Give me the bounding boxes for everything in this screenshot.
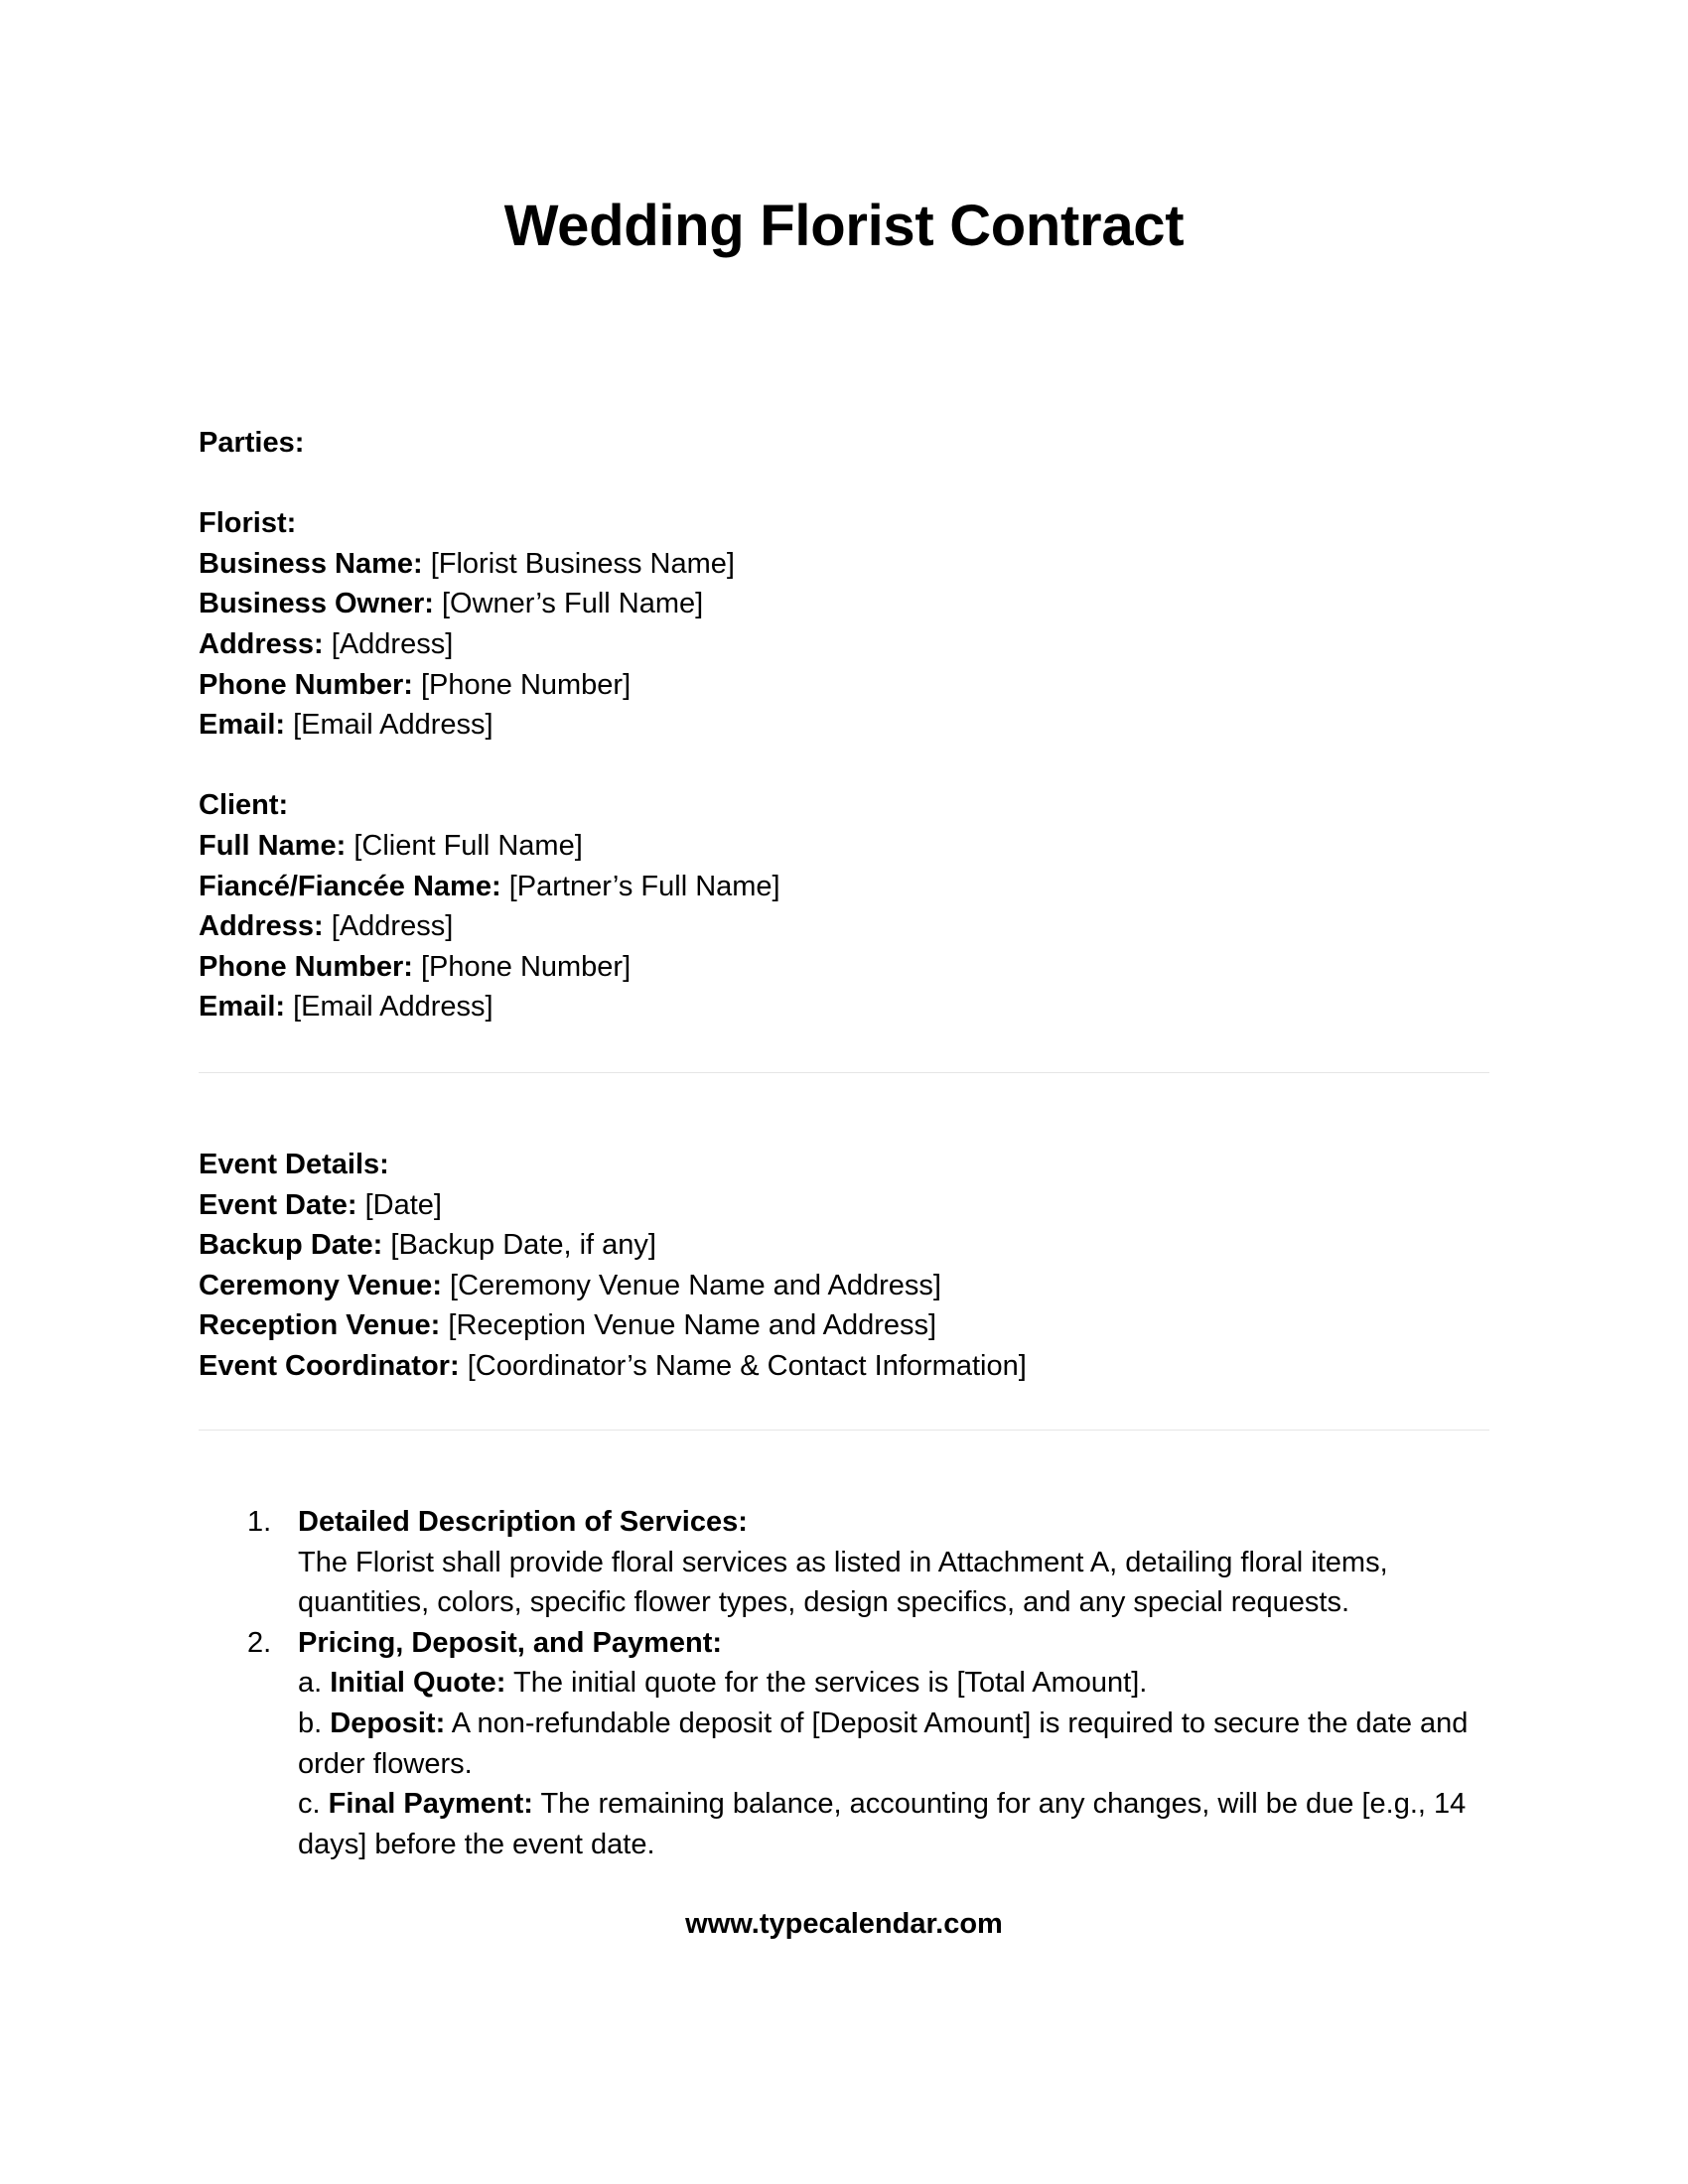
subitem-text: The remaining balance, accounting for any changes, will be due [e.g., 14 days] before the event date.	[298, 1788, 1467, 1860]
field-value: [Client Full Name]	[353, 829, 583, 862]
clause-heading: Pricing, Deposit, and Payment:	[298, 1626, 723, 1659]
clauses-list	[199, 1502, 1489, 1864]
field-label: Email:	[199, 709, 286, 742]
clause-body: The Florist shall provide floral services as listed in Attachment A, detailing floral items, quantities, colors, specific flower types, design specifics, and any special requests.	[298, 1546, 1388, 1619]
field-value: [Owner’s Full Name]	[441, 588, 704, 620]
field-label: Reception Venue:	[199, 1309, 441, 1342]
subitem-label: Initial Quote:	[330, 1667, 506, 1700]
subitem-label: Deposit:	[330, 1706, 446, 1739]
event-field-coordinator	[199, 1346, 1489, 1387]
field-label: Business Owner:	[199, 588, 434, 620]
client-heading: Client:	[199, 789, 289, 822]
clause-subitem	[298, 1704, 1489, 1784]
field-value: [Reception Venue Name and Address]	[448, 1309, 937, 1342]
field-label: Address:	[199, 910, 324, 943]
event-field-date	[199, 1185, 1489, 1226]
field-value: [Date]	[364, 1188, 442, 1221]
subitem-prefix: a.	[298, 1667, 331, 1700]
page-title: Wedding Florist Contract	[503, 194, 1185, 258]
field-value: [Address]	[331, 627, 454, 660]
field-label: Backup Date:	[199, 1229, 383, 1262]
event-details-section	[199, 1145, 1489, 1387]
clause-item	[199, 1502, 1489, 1623]
field-value: [Coordinator’s Name & Contact Information]	[467, 1349, 1027, 1382]
florist-field-business-name	[199, 544, 1489, 585]
field-value: [Email Address]	[293, 991, 493, 1024]
subitem-prefix: b.	[298, 1706, 331, 1739]
clause-heading: Detailed Description of Services:	[298, 1506, 748, 1538]
event-details-heading: Event Details:	[199, 1149, 389, 1180]
field-value: [Phone Number]	[420, 668, 632, 701]
florist-field-email	[199, 705, 1489, 746]
field-value: [Email Address]	[293, 709, 493, 742]
subitem-text: The initial quote for the services is [Total Amount].	[505, 1667, 1148, 1700]
event-field-reception-venue	[199, 1305, 1489, 1346]
field-value: [Phone Number]	[420, 950, 632, 983]
florist-heading: Florist:	[199, 507, 297, 540]
field-label: Phone Number:	[199, 950, 413, 983]
parties-heading: Parties:	[199, 427, 305, 459]
clause-subitem	[298, 1784, 1489, 1864]
field-label: Email:	[199, 991, 286, 1024]
section-divider	[199, 1072, 1489, 1073]
field-label: Business Name:	[199, 547, 423, 580]
footer-website: www.typecalendar.com	[685, 1908, 1003, 1940]
field-label: Fiancé/Fiancée Name:	[199, 870, 501, 902]
field-label: Event Date:	[199, 1188, 357, 1221]
event-field-backup-date	[199, 1225, 1489, 1266]
clause-number: 1.	[247, 1506, 272, 1538]
subitem-text: A non-refundable deposit of [Deposit Amount] is required to secure the date and order flowers.	[298, 1706, 1469, 1780]
clause-item	[199, 1623, 1489, 1865]
event-field-ceremony-venue	[199, 1266, 1489, 1306]
field-value: [Ceremony Venue Name and Address]	[450, 1269, 941, 1301]
subitem-label: Final Payment:	[328, 1788, 533, 1821]
clause-number: 2.	[247, 1626, 272, 1659]
clause-subitem	[298, 1663, 1489, 1704]
client-field-partner-name	[199, 867, 1489, 907]
field-label: Full Name:	[199, 829, 347, 862]
florist-field-address	[199, 624, 1489, 665]
client-field-phone	[199, 947, 1489, 988]
florist-field-phone	[199, 665, 1489, 706]
field-label: Ceremony Venue:	[199, 1269, 442, 1301]
client-field-full-name	[199, 826, 1489, 867]
parties-section	[199, 423, 1489, 1027]
subitem-prefix: c.	[298, 1788, 329, 1821]
client-field-email	[199, 987, 1489, 1027]
field-value: [Partner’s Full Name]	[508, 870, 780, 902]
field-label: Phone Number:	[199, 668, 413, 701]
field-label: Address:	[199, 627, 324, 660]
field-value: [Address]	[331, 910, 454, 943]
section-divider	[199, 1430, 1489, 1431]
florist-field-business-owner	[199, 584, 1489, 624]
field-label: Event Coordinator:	[199, 1349, 460, 1382]
field-value: [Florist Business Name]	[430, 547, 735, 580]
field-value: [Backup Date, if any]	[390, 1229, 656, 1262]
client-field-address	[199, 906, 1489, 947]
